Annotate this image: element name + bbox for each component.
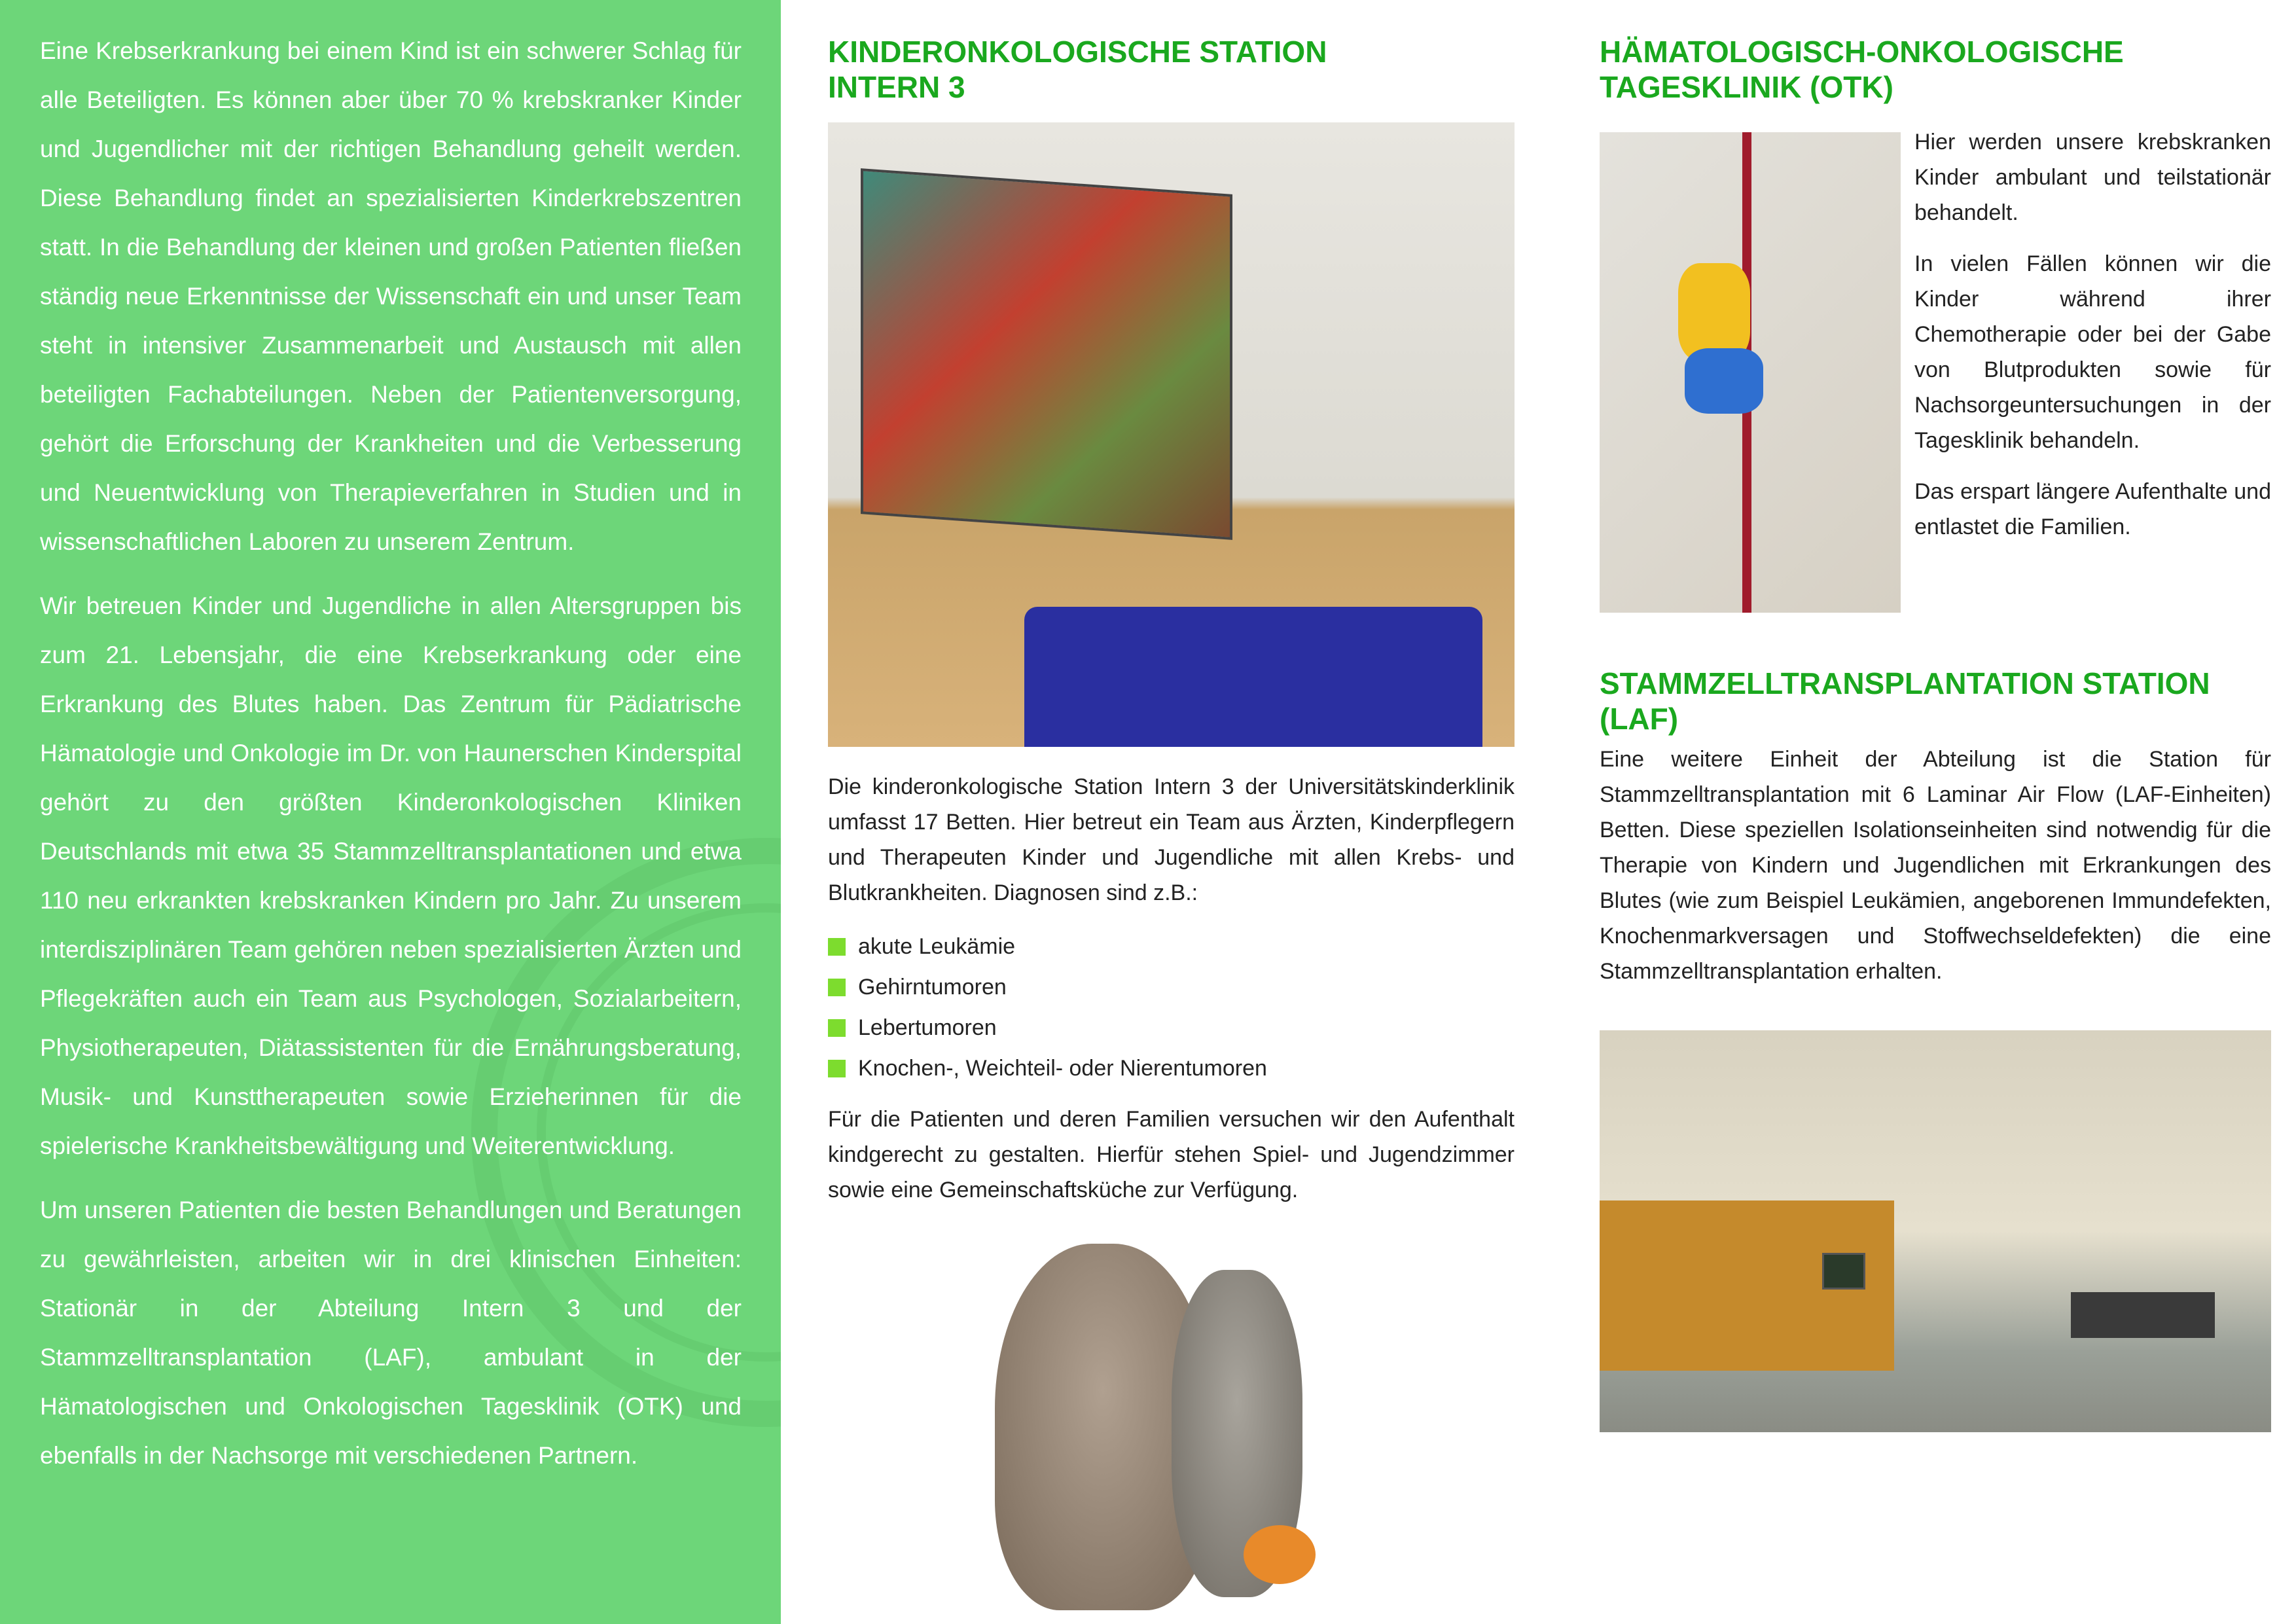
- yellow-shirt: [1678, 263, 1750, 361]
- ward-photo: [828, 122, 1515, 747]
- orange-foot: [1244, 1525, 1316, 1584]
- intro-paragraph: Wir betreuen Kinder und Jugendliche in allen Altersgruppen bis zum 21. Lebensjahr, die eine Krebserkrankung oder eine Erkrankung des Blutes haben. Das Zentrum für Pädiatrische Hämatologie und Onkologie im Dr. von Haunerschen Kinderspital gehört zu den größten Kinderonkologischen Kliniken Deutschlands mit etwa 35 Stammzelltransplantationen und etwa 110 neu erkrankten krebskranken Kindern pro Jahr. Zu unserem interdisziplinären Team gehören neben spezialisierten Ärzten und Pflegekräften auch ein Team aus Psychologen, Sozialarbeitern, Physiotherapeuten, Diätassistenten für die Ernährungsberatung, Musik- und Kunsttherapeuten sowie Erzieherinnen für die spielerische Krankheitsbewältigung und Weiterentwicklung.: [40, 592, 742, 1159]
- diagnoses-list: [828, 926, 1515, 1089]
- station-heading: KINDERONKOLOGISCHE STATION INTERN 3: [828, 35, 1327, 104]
- list-item: akute Leukämie: [828, 926, 1515, 967]
- bed: [2071, 1292, 2215, 1338]
- intro-paragraph: Eine Krebserkrankung bei einem Kind ist ein schwerer Schlag für alle Beteiligten. Es können aber über 70 % krebskranker Kinder und Jugendlicher mit der richtigen Behandlung geheilt werden. Diese Behandlung findet an spezialisierten Kinderkrebszentren statt. In die Behandlung der kleinen und großen Patienten fließen ständig neue Erkenntnisse der Wissenschaft ein und unser Team steht in intensiver Zusammenarbeit und Austausch mit allen beteiligten Fachabteilungen. Neben der Patientenversorgung, gehört die Erforschung der Krankheiten und die Verbesserung und Neuentwicklung von Therapieverfahren in Studien und in wissenschaftlichen Laboren zu unserem Zentrum.: [40, 37, 742, 555]
- teddy-bear-photo: [956, 1231, 1446, 1623]
- laf-room-photo: [1600, 1030, 2271, 1432]
- monitor: [1822, 1253, 1865, 1290]
- laf-heading: STAMMZELLTRANSPLANTATION STATION (LAF): [1600, 666, 2210, 736]
- otk-heading: HÄMATOLOGISCH-ONKOLOGISCHE TAGESKLINIK (OTK): [1600, 35, 2124, 104]
- list-item: Gehirntumoren: [828, 967, 1515, 1007]
- intro-panel: [0, 0, 781, 1624]
- mushroom-painting: [861, 168, 1232, 540]
- blue-sofa: [1024, 607, 1482, 747]
- intro-paragraph: Um unseren Patienten die besten Behandlungen und Beratungen zu gewährleisten, arbeiten wir in drei klinischen Einheiten: Stationär in der Abteilung Intern 3 und der Stammzelltransplantation (LAF), ambulant in der Hämatologischen und Onkologischen Tagesklinik (OTK) und ebenfalls in der Nachsorge mit verschiedenen Partnern.: [40, 1197, 742, 1469]
- climbing-figure-photo: [1600, 132, 1901, 613]
- station-text: Die kinderonkologische Station Intern 3 der Universitätskinderklinik umfasst 17 Betten. Hier betreut ein Team aus Ärzten, Kinderpflegern und Therapeuten Kinder und Jugendliche mit allen Krebs- und Blutkrankheiten. Diagnosen sind z.B.: akute Leukämie Gehirntumoren Lebertumoren Knochen-, Weichteil- oder Nierentumoren Für die Patienten und deren Familien versuchen wir den Aufenthalt kindgerecht zu gestalten. Hierfür stehen Spiel- und Jugendzimmer sowie eine Gemeinschaftsküche zur Verfügung.: [828, 774, 1515, 1202]
- otk-text: Hier werden unsere krebskranken Kinder ambulant und teilstationär behandelt. In vielen Fällen können wir die Kinder während ihrer Chemotherapie oder bei der Gabe von Blutprodukten sowie für Nachsorgeuntersuchungen in der Tagesklinik behandeln. Das erspart längere Aufenthalte und entlastet die Familien.: [1914, 130, 2271, 539]
- laf-text: Eine weitere Einheit der Abteilung ist die Station für Stammzelltransplantation mit 6 Laminar Air Flow (LAF-Einheiten) Betten. Diese speziellen Isolationseinheiten sind notwendig für die Therapie von Kindern und Jugendlichen mit Erkrankungen des Blutes (wie zum Beispiel Leukämien, angeborenen Immundefekten, Knochenmarkversagen und Stoffwechseldefekten) die eine Stammzelltransplantation erhalten.: [1600, 747, 2271, 984]
- intro-text: [40, 26, 742, 1495]
- list-item: Lebertumoren: [828, 1007, 1515, 1048]
- blue-shorts: [1685, 348, 1763, 414]
- list-item: Knochen-, Weichteil- oder Nierentumoren: [828, 1048, 1515, 1089]
